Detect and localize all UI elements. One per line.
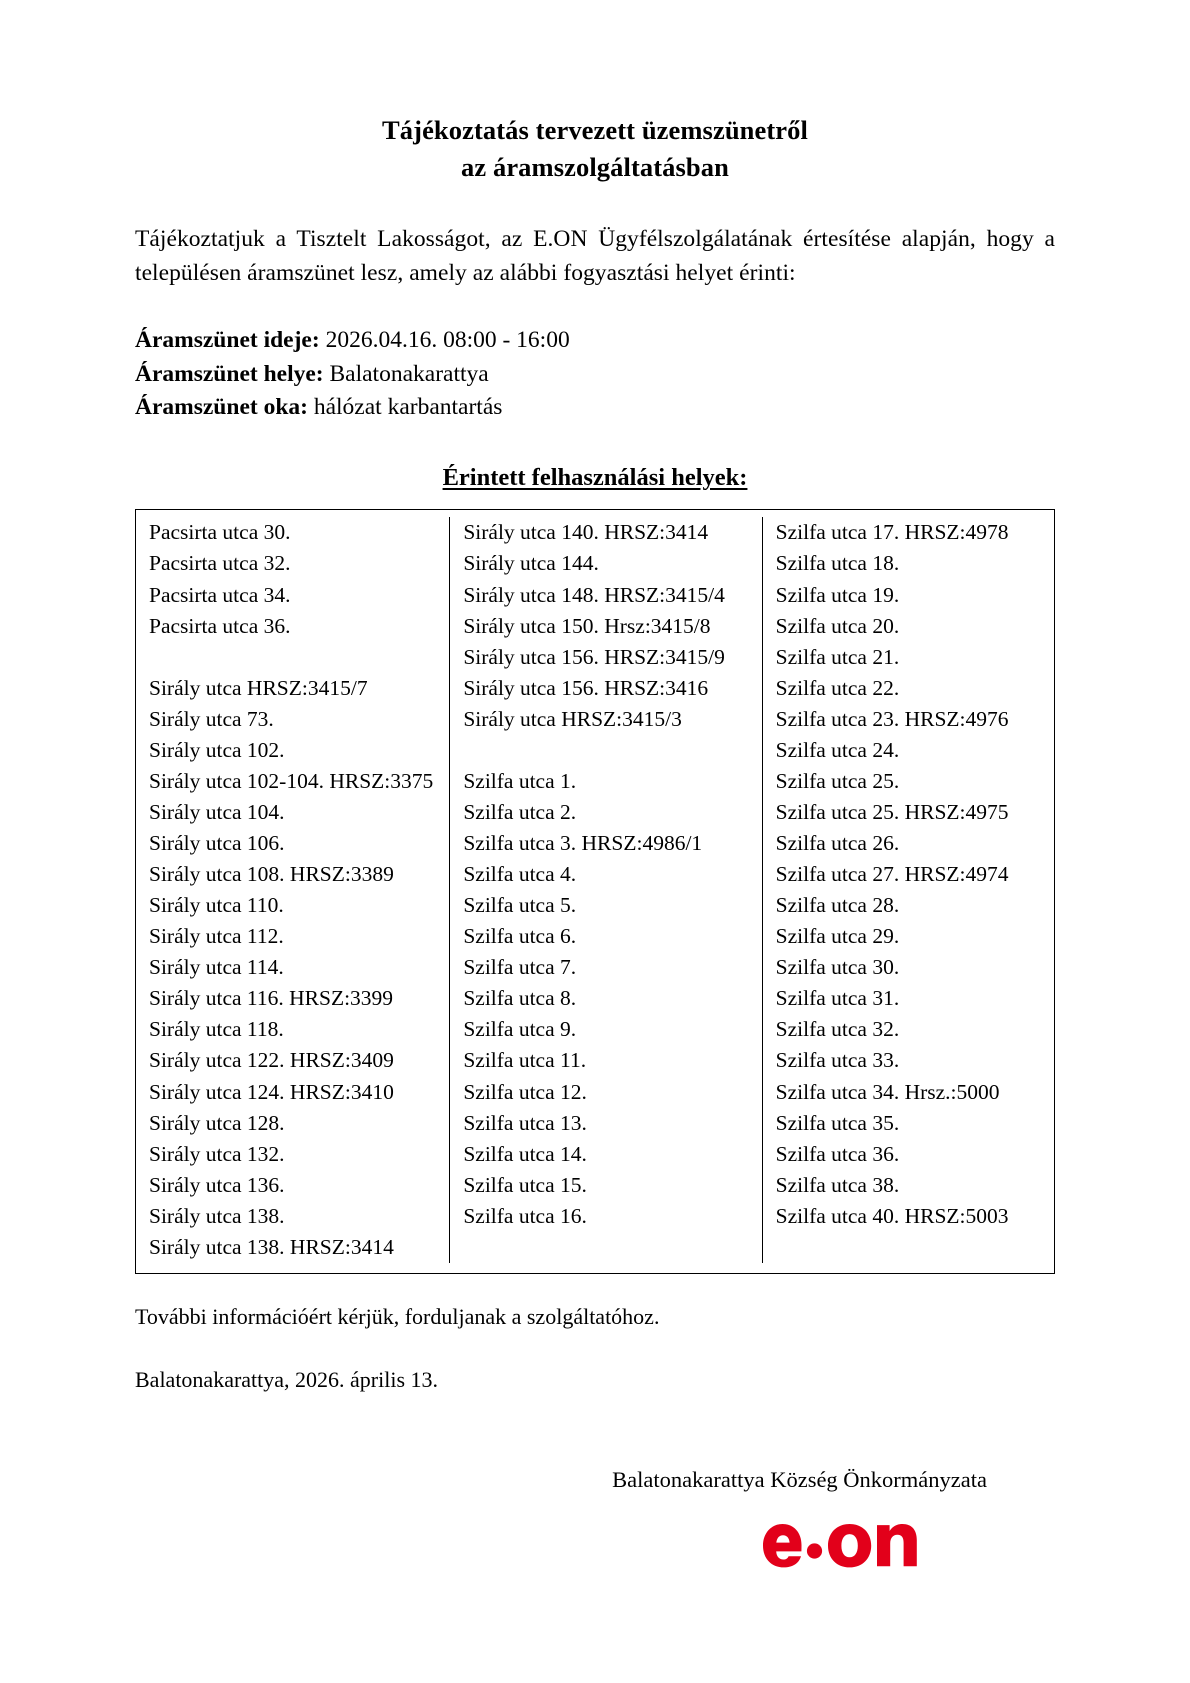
address-spacer (149, 642, 443, 673)
address-list-item: Szilfa utca 34. Hrsz.:5000 (775, 1079, 1000, 1104)
detail-row-place (135, 358, 1055, 391)
address-list-item: Sirály utca 140. HRSZ:3414 (463, 520, 709, 545)
address-list-item: Szilfa utca 40. HRSZ:5003 (775, 1203, 1009, 1228)
address-list-item: Sirály utca 122. HRSZ:3409 (149, 1048, 394, 1073)
address-list-item: Sirály utca 150. Hrsz:3415/8 (463, 613, 711, 638)
address-list-item: Sirály utca 132. (149, 1141, 285, 1166)
address-list-item: Szilfa utca 24. (775, 737, 900, 762)
address-list-item: Szilfa utca 38. (775, 1172, 900, 1197)
address-list-item: Sirály utca 114. (149, 955, 284, 980)
address-list-item: Szilfa utca 27. HRSZ:4974 (775, 862, 1009, 887)
address-list-item: Pacsirta utca 30. (149, 520, 291, 545)
address-list-item: Szilfa utca 15. (463, 1172, 587, 1197)
address-list-item: Szilfa utca 33. (775, 1048, 900, 1073)
address-list-item: Sirály utca 104. (149, 799, 285, 824)
intro-paragraph: Tájékoztatjuk a Tisztelt Lakosságot, az E.ON Ügyfélszolgálatának értesítése alapján, hogy a településen áramszünet lesz, amely az alábbi fogyasztási helyet érinti: (135, 226, 1055, 286)
footer-note: További információért kérjük, forduljanak a szolgáltatóhoz. (135, 1303, 660, 1329)
address-list-item: Szilfa utca 21. (775, 644, 900, 669)
address-list-item: Szilfa utca 12. (463, 1079, 587, 1104)
address-list-item: Sirály utca 144. (463, 551, 599, 576)
address-list-item: Szilfa utca 35. (775, 1110, 900, 1135)
address-list-item: Szilfa utca 31. (775, 986, 900, 1011)
address-list-item: Sirály utca HRSZ:3415/3 (463, 706, 682, 731)
address-list-item: Szilfa utca 7. (463, 955, 577, 980)
detail-value-time: 2026.04.16. 08:00 - 16:00 (325, 327, 570, 354)
address-list-item: Szilfa utca 23. HRSZ:4976 (775, 706, 1009, 731)
address-list-item: Sirály utca 138. HRSZ:3414 (149, 1234, 394, 1259)
address-list-item: Szilfa utca 16. (463, 1203, 587, 1228)
address-list-item: Szilfa utca 2. (463, 799, 577, 824)
page-title (135, 112, 1055, 185)
signature-authority: Balatonakarattya Község Önkormányzata (612, 1467, 987, 1493)
address-list-item: Szilfa utca 25. HRSZ:4975 (775, 799, 1009, 824)
detail-value-place: Balatonakarattya (329, 360, 489, 387)
affected-locations-heading: Érintett felhasználási helyek: (442, 464, 748, 492)
address-list-item: Sirály utca 112. (149, 924, 284, 949)
address-list-item: Szilfa utca 11. (463, 1048, 587, 1073)
address-list-item: Sirály utca 138. (149, 1203, 285, 1228)
address-list-item: Szilfa utca 1. (463, 768, 577, 793)
address-list-item: Szilfa utca 30. (775, 955, 900, 980)
page-title-line-1: Tájékoztatás tervezett üzemszünetről (382, 115, 808, 145)
address-list-item: Sirály utca 108. HRSZ:3389 (149, 862, 394, 887)
address-list-item: Sirály utca 128. (149, 1110, 285, 1135)
address-list-item: Szilfa utca 32. (775, 1017, 900, 1042)
footer-date: Balatonakarattya, 2026. április 13. (135, 1366, 439, 1392)
address-column-1 (136, 517, 449, 1263)
address-list-item: Szilfa utca 9. (463, 1017, 577, 1042)
address-list-item: Szilfa utca 19. (775, 582, 900, 607)
address-list-item: Szilfa utca 5. (463, 893, 577, 918)
detail-label-time: Áramszünet ideje: (135, 327, 320, 354)
address-list-item: Pacsirta utca 36. (149, 613, 291, 638)
address-list-item: Sirály utca 156. HRSZ:3415/9 (463, 644, 725, 669)
address-list-item: Szilfa utca 8. (463, 986, 577, 1011)
detail-value-reason: hálózat karbantartás (313, 394, 503, 421)
address-list-item: Szilfa utca 25. (775, 768, 900, 793)
address-column-3 (762, 517, 1054, 1263)
address-list-item: Szilfa utca 13. (463, 1110, 587, 1135)
address-list-item: Szilfa utca 6. (463, 924, 577, 949)
affected-locations-table (135, 509, 1055, 1274)
address-list-item: Szilfa utca 18. (775, 551, 900, 576)
address-list-item: Szilfa utca 14. (463, 1141, 587, 1166)
address-list-item: Sirály utca 116. HRSZ:3399 (149, 986, 394, 1011)
eon-logo (763, 1499, 953, 1580)
address-list-item: Sirály utca 102. (149, 737, 285, 762)
outage-details (135, 324, 1055, 424)
address-list-item: Sirály utca 148. HRSZ:3415/4 (463, 582, 725, 607)
detail-row-reason (135, 391, 1055, 424)
address-list-item: Sirály utca 110. (149, 893, 284, 918)
address-list-item: Szilfa utca 17. HRSZ:4978 (775, 520, 1009, 545)
address-list-item: Szilfa utca 4. (463, 862, 577, 887)
address-list-item: Sirály utca 73. (149, 706, 274, 731)
detail-label-reason: Áramszünet oka: (135, 394, 308, 421)
address-list-item: Sirály utca 118. (149, 1017, 284, 1042)
signature-block (135, 1467, 1055, 1493)
logo-container (135, 1499, 1055, 1580)
address-list-item: Sirály utca 136. (149, 1172, 285, 1197)
address-list-item: Szilfa utca 22. (775, 675, 900, 700)
address-list-item: Pacsirta utca 32. (149, 551, 291, 576)
address-list-item: Szilfa utca 20. (775, 613, 900, 638)
address-list-item: Sirály utca 156. HRSZ:3416 (463, 675, 709, 700)
address-list-item: Szilfa utca 28. (775, 893, 900, 918)
address-list-item: Sirály utca HRSZ:3415/7 (149, 675, 368, 700)
detail-label-place: Áramszünet helye: (135, 360, 324, 387)
address-list-item: Szilfa utca 26. (775, 831, 900, 856)
address-list-item: Szilfa utca 3. HRSZ:4986/1 (463, 831, 703, 856)
address-list-item: Szilfa utca 29. (775, 924, 900, 949)
address-list-item: Pacsirta utca 34. (149, 582, 291, 607)
address-column-2 (449, 517, 761, 1263)
address-list-item: Szilfa utca 36. (775, 1141, 900, 1166)
address-list-item: Sirály utca 106. (149, 831, 285, 856)
page-title-line-2: az áramszolgáltatásban (461, 151, 729, 182)
detail-row-time (135, 324, 1055, 357)
address-list-item: Sirály utca 102-104. HRSZ:3375 (149, 768, 434, 793)
address-list-item: Sirály utca 124. HRSZ:3410 (149, 1079, 394, 1104)
address-spacer (463, 735, 755, 766)
